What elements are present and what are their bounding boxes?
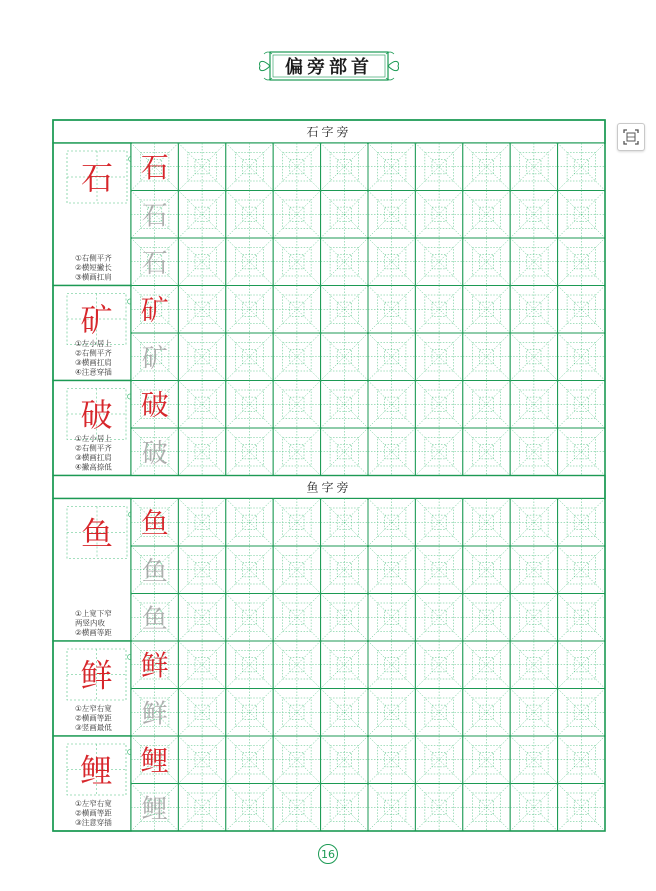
practice-cell[interactable] [510, 546, 557, 594]
practice-cell[interactable] [510, 594, 557, 642]
practice-cell[interactable] [415, 689, 462, 737]
practice-cell[interactable] [273, 641, 320, 689]
practice-cell[interactable] [558, 641, 605, 689]
practice-cell[interactable] [368, 594, 415, 642]
example-character: 石 [140, 150, 169, 184]
practice-cell[interactable] [131, 191, 178, 239]
model-character: 鲤 [80, 751, 113, 790]
practice-cell[interactable] [131, 143, 178, 191]
stroke-note: ④注意穿插 [75, 367, 112, 377]
model-character: 石 [80, 159, 114, 197]
practice-cell[interactable] [321, 736, 368, 784]
practice-cell[interactable] [226, 546, 273, 594]
practice-cell[interactable] [226, 286, 273, 334]
practice-cell[interactable] [558, 736, 605, 784]
practice-cell[interactable] [178, 736, 225, 784]
practice-cell[interactable] [368, 546, 415, 594]
practice-cell[interactable] [463, 546, 510, 594]
practice-cell[interactable] [558, 381, 605, 429]
practice-cell[interactable] [510, 191, 557, 239]
stroke-note: ②横短撇长 [75, 263, 112, 272]
practice-cell[interactable] [368, 784, 415, 832]
practice-cell[interactable] [558, 238, 605, 286]
model-character: 鲜 [80, 656, 113, 695]
practice-cell[interactable] [226, 333, 273, 381]
practice-cell[interactable] [273, 546, 320, 594]
practice-cell[interactable] [415, 143, 462, 191]
practice-cell[interactable] [321, 286, 368, 334]
practice-cell[interactable] [226, 381, 273, 429]
practice-cell[interactable] [178, 499, 225, 547]
trace-character: 矿 [141, 343, 168, 374]
practice-cell[interactable] [463, 286, 510, 334]
practice-cell[interactable] [178, 333, 225, 381]
practice-cell[interactable] [321, 594, 368, 642]
practice-cell[interactable] [178, 546, 225, 594]
stroke-note: ③注意穿插 [75, 818, 112, 827]
practice-cell[interactable] [558, 428, 605, 476]
practice-cell[interactable] [178, 238, 225, 286]
stroke-note: ②横画等距 [75, 713, 112, 723]
practice-cell[interactable] [321, 784, 368, 832]
character-group [53, 736, 605, 831]
practice-cell[interactable] [415, 428, 462, 476]
practice-cell[interactable] [415, 381, 462, 429]
example-character: 鲤 [140, 743, 169, 777]
trace-character: 破 [141, 438, 168, 469]
practice-cell[interactable] [415, 286, 462, 334]
practice-cell[interactable] [368, 428, 415, 476]
practice-cell[interactable] [558, 689, 605, 737]
practice-cell[interactable] [273, 784, 320, 832]
practice-cell[interactable] [463, 736, 510, 784]
trace-character: 石 [141, 248, 168, 279]
practice-cell[interactable] [226, 689, 273, 737]
character-group [53, 499, 605, 642]
trace-character: 鲜 [141, 699, 168, 730]
practice-cell[interactable] [131, 546, 178, 594]
practice-cell[interactable] [273, 381, 320, 429]
practice-cell[interactable] [321, 191, 368, 239]
practice-cell[interactable] [178, 381, 225, 429]
practice-cell[interactable] [131, 286, 178, 334]
practice-cell[interactable] [131, 641, 178, 689]
practice-cell[interactable] [415, 238, 462, 286]
stroke-note: ③横画扛肩 [75, 453, 112, 462]
practice-cell[interactable] [510, 143, 557, 191]
practice-cell[interactable] [131, 381, 178, 429]
stroke-note: ①左小居上 [75, 434, 112, 443]
practice-cell[interactable] [463, 784, 510, 832]
stroke-note: ②右侧平齐 [75, 348, 112, 358]
example-character: 鲜 [140, 648, 169, 682]
stroke-note: ①右侧平齐 [75, 253, 112, 263]
practice-cell[interactable] [321, 238, 368, 286]
practice-cell[interactable] [463, 191, 510, 239]
practice-cell[interactable] [415, 594, 462, 642]
practice-cell[interactable] [321, 689, 368, 737]
stroke-note: ②横画等距 [75, 628, 112, 637]
practice-cell[interactable] [273, 594, 320, 642]
section-header-label: 石字旁 [306, 125, 352, 139]
practice-cell[interactable] [131, 594, 178, 642]
practice-cell[interactable] [463, 428, 510, 476]
trace-character: 鱼 [141, 604, 168, 635]
practice-cell[interactable] [226, 736, 273, 784]
practice-cell[interactable] [510, 689, 557, 737]
practice-cell[interactable] [273, 333, 320, 381]
practice-cell[interactable] [178, 143, 225, 191]
practice-cell[interactable] [463, 333, 510, 381]
practice-cell[interactable] [178, 641, 225, 689]
practice-cell[interactable] [368, 333, 415, 381]
character-group [53, 641, 605, 736]
practice-cell[interactable] [368, 191, 415, 239]
practice-cell[interactable] [463, 381, 510, 429]
model-character: 矿 [80, 301, 113, 339]
stroke-note: ③竖画最低 [75, 723, 112, 732]
practice-cell[interactable] [463, 594, 510, 642]
practice-cell[interactable] [131, 499, 178, 547]
practice-cell[interactable] [510, 381, 557, 429]
practice-cell[interactable] [321, 428, 368, 476]
practice-cell[interactable] [368, 286, 415, 334]
practice-cell[interactable] [463, 499, 510, 547]
trace-character: 鲤 [141, 794, 168, 825]
stroke-note: ②横画等距 [75, 808, 112, 818]
section-header-label: 鱼字旁 [306, 480, 352, 495]
section-header [53, 120, 605, 143]
trace-character: 石 [141, 201, 168, 232]
example-character: 矿 [140, 293, 169, 327]
stroke-note: ①左小居上 [75, 339, 112, 348]
practice-cell[interactable] [321, 546, 368, 594]
practice-cell[interactable] [463, 238, 510, 286]
practice-cell[interactable] [510, 499, 557, 547]
practice-cell[interactable] [226, 594, 273, 642]
practice-cell[interactable] [510, 736, 557, 784]
practice-cell[interactable] [273, 286, 320, 334]
practice-cell[interactable] [131, 689, 178, 737]
stroke-note: ②右侧平齐 [75, 443, 112, 453]
stroke-note: 两竖内收 [75, 618, 105, 628]
practice-cell[interactable] [178, 784, 225, 832]
page-title: 偏旁部首 [285, 57, 373, 78]
practice-cell[interactable] [273, 689, 320, 737]
practice-cell[interactable] [273, 238, 320, 286]
section-header [53, 476, 605, 499]
practice-cell[interactable] [321, 381, 368, 429]
practice-cell[interactable] [510, 333, 557, 381]
practice-cell[interactable] [273, 428, 320, 476]
practice-cell[interactable] [226, 784, 273, 832]
page-number: 16 [318, 844, 338, 864]
practice-cell[interactable] [510, 428, 557, 476]
character-group [53, 286, 605, 381]
practice-cell[interactable] [415, 784, 462, 832]
practice-cell[interactable] [415, 641, 462, 689]
practice-cell[interactable] [415, 191, 462, 239]
practice-cell[interactable] [178, 286, 225, 334]
practice-cell[interactable] [178, 191, 225, 239]
practice-cell[interactable] [131, 784, 178, 832]
practice-cell[interactable] [321, 143, 368, 191]
practice-cell[interactable] [558, 191, 605, 239]
practice-cell[interactable] [415, 546, 462, 594]
practice-cell[interactable] [415, 333, 462, 381]
practice-cell[interactable] [558, 333, 605, 381]
practice-cell[interactable] [178, 428, 225, 476]
model-character: 鱼 [80, 514, 114, 553]
practice-cell[interactable] [510, 238, 557, 286]
practice-cell[interactable] [226, 238, 273, 286]
practice-cell[interactable] [368, 381, 415, 429]
stroke-note: ①上宽下窄 [75, 609, 112, 618]
practice-cell[interactable] [510, 641, 557, 689]
practice-cell[interactable] [273, 736, 320, 784]
practice-cell[interactable] [558, 143, 605, 191]
practice-cell[interactable] [368, 143, 415, 191]
practice-cell[interactable] [415, 499, 462, 547]
practice-cell[interactable] [178, 594, 225, 642]
practice-cell[interactable] [321, 499, 368, 547]
practice-cell[interactable] [321, 333, 368, 381]
character-group [53, 381, 605, 476]
practice-cell[interactable] [558, 499, 605, 547]
practice-cell[interactable] [415, 736, 462, 784]
example-character: 鱼 [140, 506, 169, 540]
practice-cell[interactable] [178, 689, 225, 737]
stroke-note: ③横画扛肩 [75, 358, 112, 367]
practice-cell[interactable] [131, 333, 178, 381]
practice-cell[interactable] [273, 191, 320, 239]
practice-cell[interactable] [368, 736, 415, 784]
practice-cell[interactable] [131, 736, 178, 784]
practice-cell[interactable] [510, 286, 557, 334]
practice-cell[interactable] [273, 499, 320, 547]
stroke-note: ①左窄右宽 [75, 704, 112, 713]
practice-cell[interactable] [463, 641, 510, 689]
practice-cell[interactable] [368, 238, 415, 286]
practice-cell[interactable] [510, 784, 557, 832]
practice-cell[interactable] [558, 286, 605, 334]
practice-cell[interactable] [226, 191, 273, 239]
stroke-note: ③横画扛肩 [75, 272, 112, 282]
practice-cell[interactable] [131, 428, 178, 476]
practice-cell[interactable] [463, 143, 510, 191]
practice-cell[interactable] [226, 143, 273, 191]
practice-cell[interactable] [368, 689, 415, 737]
model-character: 破 [80, 396, 113, 434]
practice-cell[interactable] [368, 641, 415, 689]
practice-cell[interactable] [226, 641, 273, 689]
character-group [53, 143, 605, 286]
practice-cell[interactable] [368, 499, 415, 547]
example-character: 破 [140, 388, 169, 422]
practice-cell[interactable] [558, 546, 605, 594]
trace-character: 鱼 [141, 556, 168, 587]
practice-cell[interactable] [226, 428, 273, 476]
practice-cell[interactable] [463, 689, 510, 737]
practice-cell[interactable] [558, 594, 605, 642]
practice-cell[interactable] [226, 499, 273, 547]
practice-cell[interactable] [321, 641, 368, 689]
stroke-note: ①左窄右宽 [75, 799, 112, 808]
stroke-note: ④撇高捺低 [75, 462, 112, 472]
practice-cell[interactable] [131, 238, 178, 286]
practice-cell[interactable] [273, 143, 320, 191]
practice-cell[interactable] [558, 784, 605, 832]
